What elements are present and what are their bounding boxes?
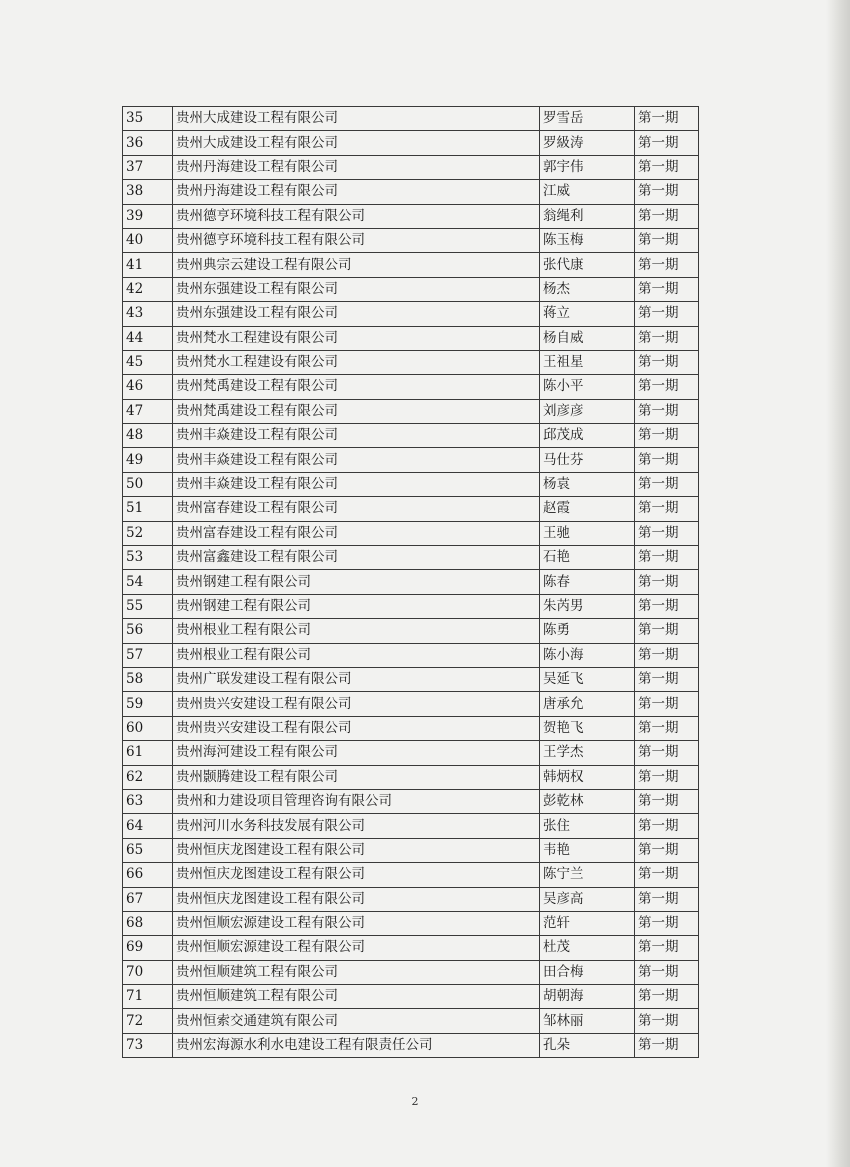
table-row — [123, 643, 699, 667]
phase-label: 第一期 — [635, 863, 699, 887]
row-number: 71 — [123, 985, 173, 1009]
table-row — [123, 667, 699, 691]
phase-label: 第一期 — [635, 448, 699, 472]
phase-label: 第一期 — [635, 936, 699, 960]
company-name: 贵州富春建设工程有限公司 — [173, 497, 540, 521]
phase-label: 第一期 — [635, 350, 699, 374]
person-name: 韦艳 — [540, 838, 635, 862]
person-name: 田合梅 — [540, 960, 635, 984]
phase-label: 第一期 — [635, 399, 699, 423]
row-number: 73 — [123, 1033, 173, 1057]
table-row — [123, 277, 699, 301]
row-number: 43 — [123, 302, 173, 326]
company-name: 贵州丹海建设工程有限公司 — [173, 155, 540, 179]
company-name: 贵州东强建设工程有限公司 — [173, 277, 540, 301]
phase-label: 第一期 — [635, 277, 699, 301]
company-name: 贵州丹海建设工程有限公司 — [173, 180, 540, 204]
row-number: 39 — [123, 204, 173, 228]
person-name: 王学杰 — [540, 741, 635, 765]
company-name: 贵州丰焱建设工程有限公司 — [173, 424, 540, 448]
person-name: 罗級涛 — [540, 131, 635, 155]
table-row — [123, 350, 699, 374]
row-number: 42 — [123, 277, 173, 301]
table-row — [123, 448, 699, 472]
table-row — [123, 472, 699, 496]
phase-label: 第一期 — [635, 741, 699, 765]
company-name: 贵州和力建设项目管理咨询有限公司 — [173, 789, 540, 813]
table-row — [123, 228, 699, 252]
table-row — [123, 765, 699, 789]
phase-label: 第一期 — [635, 838, 699, 862]
scan-edge-shadow — [826, 0, 850, 1167]
table-row — [123, 911, 699, 935]
company-name: 贵州恒顺建筑工程有限公司 — [173, 960, 540, 984]
phase-label: 第一期 — [635, 692, 699, 716]
row-number: 67 — [123, 887, 173, 911]
company-name: 贵州梵禹建设工程有限公司 — [173, 399, 540, 423]
person-name: 陈小平 — [540, 375, 635, 399]
row-number: 37 — [123, 155, 173, 179]
table-row — [123, 619, 699, 643]
phase-label: 第一期 — [635, 716, 699, 740]
phase-label: 第一期 — [635, 253, 699, 277]
table-row — [123, 1033, 699, 1057]
person-name: 韩炳权 — [540, 765, 635, 789]
phase-label: 第一期 — [635, 789, 699, 813]
phase-label: 第一期 — [635, 302, 699, 326]
phase-label: 第一期 — [635, 521, 699, 545]
company-name: 贵州颢腾建设工程有限公司 — [173, 765, 540, 789]
row-number: 51 — [123, 497, 173, 521]
person-name: 杜茂 — [540, 936, 635, 960]
person-name: 朱芮男 — [540, 594, 635, 618]
table-row — [123, 521, 699, 545]
phase-label: 第一期 — [635, 765, 699, 789]
phase-label: 第一期 — [635, 424, 699, 448]
company-name: 贵州梵水工程建设有限公司 — [173, 350, 540, 374]
person-name: 唐承允 — [540, 692, 635, 716]
table-row — [123, 253, 699, 277]
table-row — [123, 399, 699, 423]
row-number: 48 — [123, 424, 173, 448]
table-row — [123, 716, 699, 740]
person-name: 王祖星 — [540, 350, 635, 374]
row-number: 66 — [123, 863, 173, 887]
row-number: 50 — [123, 472, 173, 496]
row-number: 53 — [123, 546, 173, 570]
phase-label: 第一期 — [635, 497, 699, 521]
person-name: 蒋立 — [540, 302, 635, 326]
table-row — [123, 814, 699, 838]
row-number: 57 — [123, 643, 173, 667]
person-name: 杨自威 — [540, 326, 635, 350]
phase-label: 第一期 — [635, 472, 699, 496]
row-number: 36 — [123, 131, 173, 155]
company-name: 贵州贵兴安建设工程有限公司 — [173, 716, 540, 740]
table-row — [123, 936, 699, 960]
phase-label: 第一期 — [635, 570, 699, 594]
person-name: 吴延飞 — [540, 667, 635, 691]
company-name: 贵州典宗云建设工程有限公司 — [173, 253, 540, 277]
table-row — [123, 985, 699, 1009]
person-name: 张代康 — [540, 253, 635, 277]
phase-label: 第一期 — [635, 546, 699, 570]
table-row — [123, 692, 699, 716]
company-name: 贵州恒庆龙图建设工程有限公司 — [173, 887, 540, 911]
table-row — [123, 741, 699, 765]
table-row — [123, 375, 699, 399]
person-name: 杨杰 — [540, 277, 635, 301]
phase-label: 第一期 — [635, 375, 699, 399]
person-name: 王驰 — [540, 521, 635, 545]
row-number: 72 — [123, 1009, 173, 1033]
phase-label: 第一期 — [635, 643, 699, 667]
company-name: 贵州恒顺宏源建设工程有限公司 — [173, 911, 540, 935]
page-number: 2 — [411, 1095, 419, 1108]
company-name: 贵州丰焱建设工程有限公司 — [173, 472, 540, 496]
phase-label: 第一期 — [635, 985, 699, 1009]
phase-label: 第一期 — [635, 960, 699, 984]
person-name: 刘彦彦 — [540, 399, 635, 423]
company-name: 贵州贵兴安建设工程有限公司 — [173, 692, 540, 716]
row-number: 40 — [123, 228, 173, 252]
row-number: 65 — [123, 838, 173, 862]
company-name: 贵州富春建设工程有限公司 — [173, 521, 540, 545]
phase-label: 第一期 — [635, 131, 699, 155]
table-row — [123, 1009, 699, 1033]
phase-label: 第一期 — [635, 107, 699, 131]
table-row — [123, 131, 699, 155]
person-name: 陈玉梅 — [540, 228, 635, 252]
company-name: 贵州富鑫建设工程有限公司 — [173, 546, 540, 570]
table-row — [123, 180, 699, 204]
table-row — [123, 155, 699, 179]
company-name: 贵州东强建设工程有限公司 — [173, 302, 540, 326]
phase-label: 第一期 — [635, 204, 699, 228]
person-name: 赵霞 — [540, 497, 635, 521]
row-number: 46 — [123, 375, 173, 399]
person-name: 杨袁 — [540, 472, 635, 496]
phase-label: 第一期 — [635, 1009, 699, 1033]
table-row — [123, 789, 699, 813]
row-number: 55 — [123, 594, 173, 618]
table-row — [123, 107, 699, 131]
person-name: 贺艳飞 — [540, 716, 635, 740]
table-row — [123, 960, 699, 984]
row-number: 47 — [123, 399, 173, 423]
personnel-table — [122, 106, 699, 1058]
row-number: 45 — [123, 350, 173, 374]
person-name: 江威 — [540, 180, 635, 204]
person-name: 石艳 — [540, 546, 635, 570]
table-row — [123, 424, 699, 448]
person-name: 郭宇伟 — [540, 155, 635, 179]
phase-label: 第一期 — [635, 155, 699, 179]
person-name: 张住 — [540, 814, 635, 838]
person-name: 孔朵 — [540, 1033, 635, 1057]
company-name: 贵州根业工程有限公司 — [173, 643, 540, 667]
person-name: 范轩 — [540, 911, 635, 935]
company-name: 贵州恒索交通建筑有限公司 — [173, 1009, 540, 1033]
person-name: 陈宁兰 — [540, 863, 635, 887]
company-name: 贵州海河建设工程有限公司 — [173, 741, 540, 765]
company-name: 贵州恒顺建筑工程有限公司 — [173, 985, 540, 1009]
person-name: 翁绳利 — [540, 204, 635, 228]
phase-label: 第一期 — [635, 594, 699, 618]
company-name: 贵州恒顺宏源建设工程有限公司 — [173, 936, 540, 960]
table-row — [123, 546, 699, 570]
row-number: 69 — [123, 936, 173, 960]
row-number: 44 — [123, 326, 173, 350]
table-body — [123, 107, 699, 1058]
person-name: 陈勇 — [540, 619, 635, 643]
row-number: 56 — [123, 619, 173, 643]
table-row — [123, 594, 699, 618]
row-number: 49 — [123, 448, 173, 472]
table-row — [123, 497, 699, 521]
company-name: 贵州丰焱建设工程有限公司 — [173, 448, 540, 472]
company-name: 贵州恒庆龙图建设工程有限公司 — [173, 838, 540, 862]
person-name: 邹林丽 — [540, 1009, 635, 1033]
phase-label: 第一期 — [635, 1033, 699, 1057]
phase-label: 第一期 — [635, 667, 699, 691]
phase-label: 第一期 — [635, 619, 699, 643]
row-number: 58 — [123, 667, 173, 691]
phase-label: 第一期 — [635, 911, 699, 935]
table-row — [123, 326, 699, 350]
person-name: 彭乾林 — [540, 789, 635, 813]
company-name: 贵州大成建设工程有限公司 — [173, 107, 540, 131]
company-name: 贵州恒庆龙图建设工程有限公司 — [173, 863, 540, 887]
phase-label: 第一期 — [635, 887, 699, 911]
table-row — [123, 838, 699, 862]
row-number: 38 — [123, 180, 173, 204]
person-name: 吴彦高 — [540, 887, 635, 911]
phase-label: 第一期 — [635, 180, 699, 204]
row-number: 68 — [123, 911, 173, 935]
phase-label: 第一期 — [635, 326, 699, 350]
row-number: 54 — [123, 570, 173, 594]
person-name: 胡朝海 — [540, 985, 635, 1009]
row-number: 70 — [123, 960, 173, 984]
company-name: 贵州根业工程有限公司 — [173, 619, 540, 643]
company-name: 贵州广联发建设工程有限公司 — [173, 667, 540, 691]
phase-label: 第一期 — [635, 814, 699, 838]
company-name: 贵州河川水务科技发展有限公司 — [173, 814, 540, 838]
company-name: 贵州梵水工程建设有限公司 — [173, 326, 540, 350]
row-number: 63 — [123, 789, 173, 813]
company-name: 贵州德亨环境科技工程有限公司 — [173, 228, 540, 252]
company-name: 贵州钢建工程有限公司 — [173, 594, 540, 618]
row-number: 60 — [123, 716, 173, 740]
company-name: 贵州钢建工程有限公司 — [173, 570, 540, 594]
row-number: 61 — [123, 741, 173, 765]
row-number: 64 — [123, 814, 173, 838]
person-name: 邱茂成 — [540, 424, 635, 448]
person-name: 马仕芬 — [540, 448, 635, 472]
company-name: 贵州大成建设工程有限公司 — [173, 131, 540, 155]
company-name: 贵州德亨环境科技工程有限公司 — [173, 204, 540, 228]
row-number: 52 — [123, 521, 173, 545]
table-row — [123, 302, 699, 326]
table-row — [123, 570, 699, 594]
person-name: 罗雪岳 — [540, 107, 635, 131]
company-name: 贵州梵禹建设工程有限公司 — [173, 375, 540, 399]
phase-label: 第一期 — [635, 228, 699, 252]
table-row — [123, 863, 699, 887]
table-row — [123, 204, 699, 228]
row-number: 41 — [123, 253, 173, 277]
row-number: 59 — [123, 692, 173, 716]
person-name: 陈春 — [540, 570, 635, 594]
row-number: 62 — [123, 765, 173, 789]
person-name: 陈小海 — [540, 643, 635, 667]
row-number: 35 — [123, 107, 173, 131]
table-row — [123, 887, 699, 911]
company-name: 贵州宏海源水利水电建设工程有限责任公司 — [173, 1033, 540, 1057]
